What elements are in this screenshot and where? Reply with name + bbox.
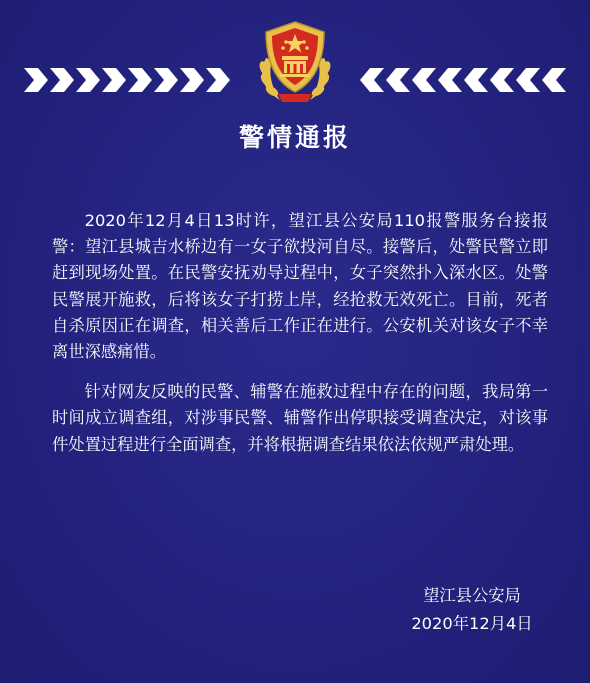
paragraph: 2020年12月4日13时许，望江县公安局110报警服务台接报警：望江县城吉水桥边有一女子欲投河自尽。接警后，处警民警立即赶到现场处置。在民警安抚劝导过程中，女子突然扑入深水区。处警民警展开施救，后将该女子打捞上岸，经抢救无效死亡。目前，死者自杀原因正在调查，相关善后工作正在进行。公安机关对该女子不幸离世深感痛惜。 [52, 211, 548, 362]
bulletin-body [52, 208, 548, 472]
paragraph: 针对网友反映的民警、辅警在施救过程中存在的问题，我局第一时间成立调查组，对涉事民警、辅警作出停职接受调查决定，对该事件处置过程进行全面调查，并将根据调查结果依法依规严肃处理。 [52, 382, 548, 454]
chevron-row-icon [24, 68, 232, 92]
chevron-row-icon [358, 68, 566, 92]
signature-block [372, 582, 572, 638]
police-emblem-icon [252, 18, 338, 106]
signature-org: 望江县公安局 [423, 586, 521, 605]
bulletin-title: 警情通报 [238, 123, 351, 152]
signature-date: 2020年12月4日 [411, 614, 533, 633]
header-banner [0, 18, 590, 108]
